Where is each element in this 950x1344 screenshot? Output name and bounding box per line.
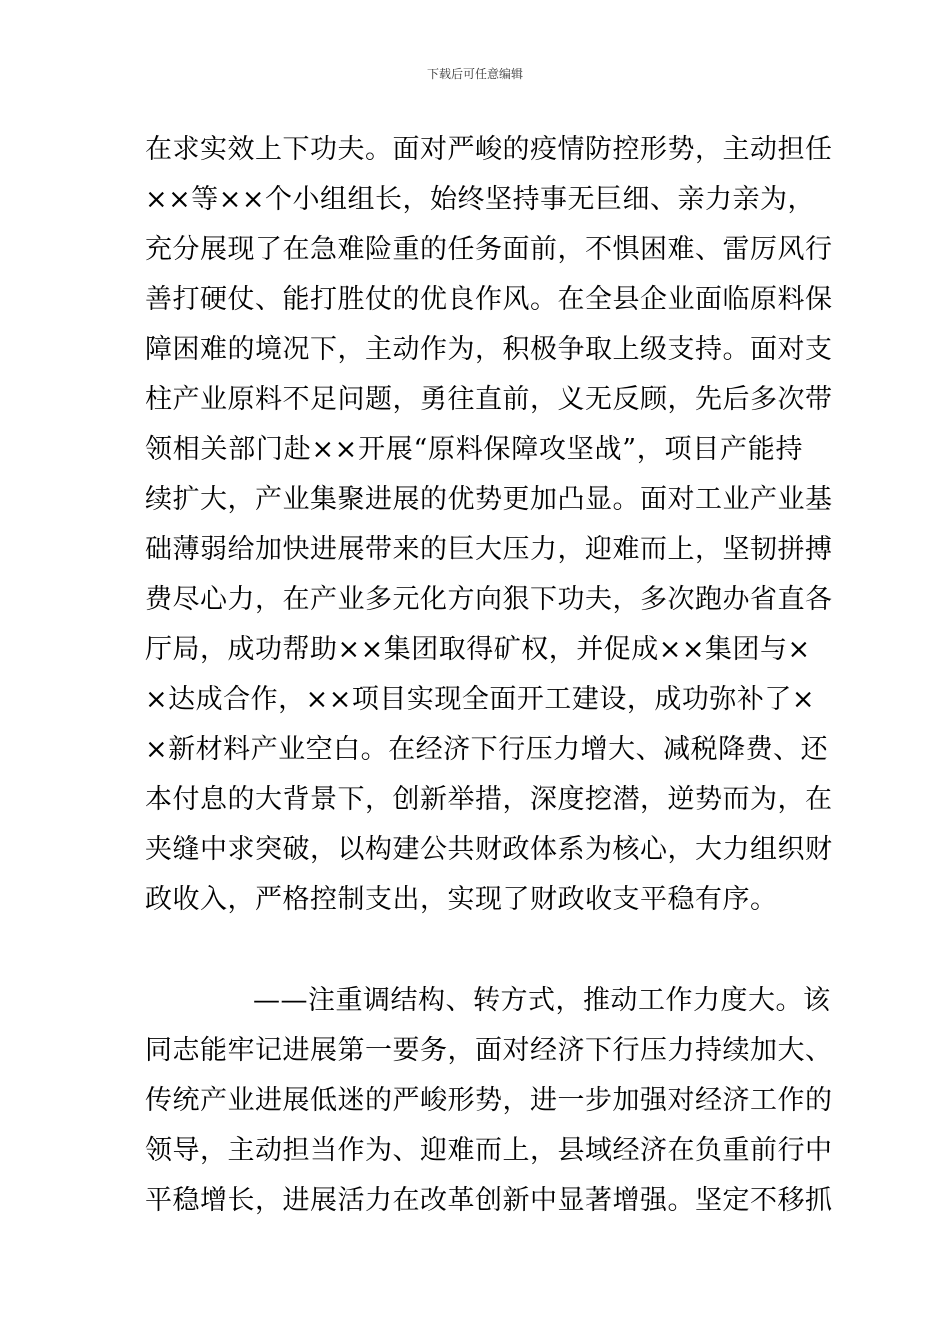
paragraph-1-line-4: 善打硬仗、能打胜仗的优良作风。在全县企业面临原料保 xyxy=(145,284,833,315)
paragraph-1-line-14: 本付息的大背景下，创新举措，深度挖潜，逆势而为，在 xyxy=(145,784,833,815)
paragraph-1-line-2: ××等××个小组组长，始终坚持事无巨细、亲力亲为， xyxy=(145,184,815,215)
paragraph-1-line-9: 础薄弱给加快进展带来的巨大压力，迎难而上，坚韧拼搏 xyxy=(145,534,833,565)
paragraph-1-line-12: ×达成合作，××项目实现全面开工建设，成功弥补了× xyxy=(145,684,815,715)
paragraph-2-line-2: 同志能牢记进展第一要务，面对经济下行压力持续加大、 xyxy=(145,1035,833,1066)
paragraph-2-line-4: 领导，主动担当作为、迎难而上，县域经济在负重前行中 xyxy=(145,1135,833,1166)
paragraph-1-line-13: ×新材料产业空白。在经济下行压力增大、减税降费、还 xyxy=(145,734,829,765)
paragraph-1-line-11: 厅局，成功帮助××集团取得矿权，并促成××集团与× xyxy=(145,634,811,665)
paragraph-2-line-1: ——注重调结构、转方式，推动工作力度大。该 xyxy=(253,985,831,1016)
paragraph-2-line-3: 传统产业进展低迷的严峻形势，进一步加强对经济工作的 xyxy=(145,1085,833,1116)
paragraph-1-line-7: 领相关部门赴××开展“原料保障攻坚战”，项目产能持 xyxy=(145,434,803,465)
paragraph-1-line-10: 费尽心力，在产业多元化方向狠下功夫，多次跑办省直各 xyxy=(145,584,833,615)
header-note: 下载后可任意编辑 xyxy=(426,67,523,81)
paragraph-1-line-8: 续扩大，产业集聚进展的优势更加凸显。面对工业产业基 xyxy=(145,484,833,515)
paragraph-1-line-3: 充分展现了在急难险重的任务面前，不惧困难、雷厉风行 xyxy=(145,234,833,265)
paragraph-1-line-5: 障困难的境况下，主动作为，积极争取上级支持。面对支 xyxy=(145,334,833,365)
paragraph-1-line-16: 政收入，严格控制支出，实现了财政收支平稳有序。 xyxy=(145,884,778,915)
paragraph-1-line-15: 夹缝中求突破，以构建公共财政体系为核心，大力组织财 xyxy=(145,834,833,865)
paragraph-1-line-1: 在求实效上下功夫。面对严峻的疫情防控形势，主动担任 xyxy=(145,134,833,165)
paragraph-2-line-5: 平稳增长，进展活力在改革创新中显著增强。坚定不移抓 xyxy=(145,1185,833,1216)
paragraph-1-line-6: 柱产业原料不足问题，勇往直前，义无反顾，先后多次带 xyxy=(145,384,833,415)
